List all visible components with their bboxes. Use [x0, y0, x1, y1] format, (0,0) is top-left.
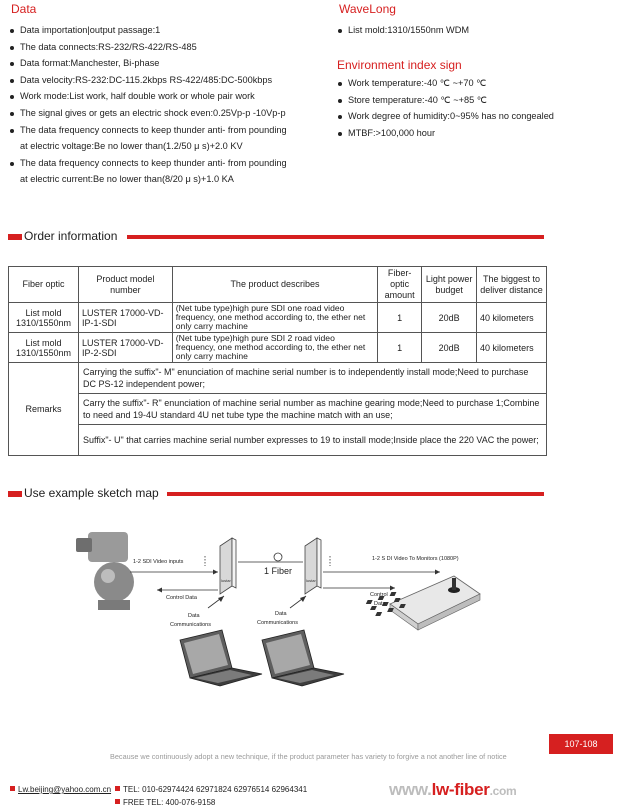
- header-rule: [167, 492, 544, 496]
- order-table: [8, 266, 547, 456]
- order-title: Order information: [24, 229, 118, 243]
- contact-tel: [115, 785, 307, 794]
- disclaimer-note: Because we continuously adopt a new technique, if the product parameter has variety to forgive a not another line of notice: [110, 752, 507, 761]
- video-out-label: 1-2 S DI Video To Monitors (1080P): [372, 556, 459, 562]
- box-label: lustar: [306, 578, 316, 583]
- url-brand: lw-fiber: [431, 780, 490, 799]
- url-tld: .com: [489, 784, 517, 798]
- table-header-row: [9, 267, 547, 303]
- header-describe: The product describes: [172, 267, 377, 303]
- header-model: Product model number: [78, 267, 172, 303]
- data-spec-list: [9, 22, 287, 188]
- email-link[interactable]: Lw.beijing@yahoo.com.cn: [18, 785, 112, 794]
- header-distance: The biggest to deliver distance: [477, 267, 547, 303]
- spec-item: Work mode:List work, half double work or whole pair work: [9, 88, 287, 105]
- control-label: Control: [370, 592, 388, 598]
- cell-fiber: List mold 1310/1550nm: [9, 303, 79, 333]
- remarks-row: [9, 363, 547, 394]
- header-fiber: Fiber optic: [9, 267, 79, 303]
- data-label: Data: [188, 613, 200, 619]
- remarks-row: [9, 425, 547, 456]
- communications-label: Communications: [257, 620, 298, 626]
- video-inputs-label: 1-2 SDI Video inputs: [133, 559, 184, 565]
- bullet-square: [115, 786, 120, 791]
- laptop-icon: [180, 630, 262, 686]
- sketch-section-header: [8, 487, 544, 501]
- data-section-title: Data: [11, 2, 37, 16]
- data-label: Data: [374, 601, 386, 607]
- sketch-diagram: [0, 520, 620, 695]
- cell-desc: (Net tube type)high pure SDI 2 road video frequency, one method according to, the ether net only carry machine: [172, 333, 377, 363]
- remarks-label: Remarks: [9, 363, 79, 456]
- tel-text: TEL: 010-62974424 62971824 62976514 62964341: [123, 785, 308, 794]
- cell-desc: (Net tube type)high pure SDI one road video frequency, one method according to, the ether net only carry machine: [172, 303, 377, 333]
- spec-item-continued: at electric voltage:Be no lower than(1.2/50 μ s)+2.0 KV: [20, 141, 243, 152]
- spec-item: The data frequency connects to keep thunder anti- from pounding: [9, 122, 287, 139]
- environment-list: [337, 75, 554, 141]
- cell-distance: 40 kilometers: [477, 333, 547, 363]
- transmitter-box-icon: [220, 538, 236, 594]
- cell-distance: 40 kilometers: [477, 303, 547, 333]
- fiber-label: 1 Fiber: [264, 566, 293, 576]
- environment-item: Work temperature:-40 ℃ ~+70 ℃: [337, 75, 554, 92]
- free-tel-text: FREE TEL: 400-076-9158: [123, 798, 216, 807]
- receiver-box-icon: [305, 538, 321, 594]
- environment-item: MTBF:>100,000 hour: [337, 125, 554, 142]
- laptop-icon: [262, 630, 344, 686]
- spec-item: Data velocity:RS-232:DC-115.2kbps RS-422/485:DC-500kbps: [9, 72, 287, 89]
- header-rule: [127, 235, 544, 239]
- cell-amount: 1: [378, 333, 422, 363]
- sketch-title: Use example sketch map: [24, 486, 159, 500]
- table-row: [9, 333, 547, 363]
- wavelong-title: WaveLong: [339, 2, 396, 16]
- header-budget: Light power budget: [422, 267, 477, 303]
- communications-label: Communications: [170, 622, 211, 628]
- page-number: 107-108: [549, 734, 613, 754]
- header-accent: [8, 234, 22, 240]
- remark-text: Carry the suffix"- R" enunciation of machine serial number as machine gearing mode;Need to purchase 1;Combine to need and 19-4U standard 4U net tube type the machine match with an use;: [78, 394, 546, 425]
- remark-text: Suffix"- U" that carries machine serial number expresses to 19 to install mode;Inside place the 220 VAC the power;: [78, 425, 546, 456]
- spec-item-continued: at electric current:Be no lower than(8/20 μ s)+1.0 KA: [20, 174, 234, 185]
- cell-budget: 20dB: [422, 333, 477, 363]
- box-label: lustar: [221, 578, 231, 583]
- cell-model: LUSTER 17000-VD-IP-2-SDI: [78, 333, 172, 363]
- bullet-square: [10, 786, 15, 791]
- cell-budget: 20dB: [422, 303, 477, 333]
- spec-item: Data importation|output passage:1: [9, 22, 287, 39]
- wavelong-list: [337, 22, 469, 39]
- website-url[interactable]: [389, 780, 516, 800]
- header-amount: Fiber-optic amount: [378, 267, 422, 303]
- ptz-camera-icon: [76, 532, 134, 610]
- environment-title: Environment index sign: [337, 58, 462, 72]
- wavelong-item: List mold:1310/1550nm WDM: [337, 22, 469, 39]
- contact-free-tel: [115, 798, 215, 807]
- environment-item: Work degree of humidity:0~95% has no congealed: [337, 108, 554, 125]
- cell-amount: 1: [378, 303, 422, 333]
- header-accent: [8, 491, 22, 497]
- spec-item: The data connects:RS-232/RS-422/RS-485: [9, 39, 287, 56]
- order-section-header: [8, 230, 544, 244]
- cell-model: LUSTER 17000-VD-IP-1-SDI: [78, 303, 172, 333]
- contact-email: [10, 785, 111, 794]
- table-row: [9, 303, 547, 333]
- url-www: www.: [389, 780, 432, 799]
- remark-text: Carrying the suffix"- M" enunciation of machine serial number is to independently install mode;Need to purchase DC PS-12 independent power;: [78, 363, 546, 394]
- remarks-row: [9, 394, 547, 425]
- environment-item: Store temperature:-40 ℃ ~+85 ℃: [337, 92, 554, 109]
- data-label: Data: [275, 611, 287, 617]
- spec-item: Data format:Manchester, Bi-phase: [9, 55, 287, 72]
- spec-item: The signal gives or gets an electric shock even:0.25Vp-p -10Vp-p: [9, 105, 287, 122]
- control-data-label: Control Data: [166, 595, 197, 601]
- spec-item: The data frequency connects to keep thunder anti- from pounding: [9, 155, 287, 172]
- bullet-square: [115, 799, 120, 804]
- cell-fiber: List mold 1310/1550nm: [9, 333, 79, 363]
